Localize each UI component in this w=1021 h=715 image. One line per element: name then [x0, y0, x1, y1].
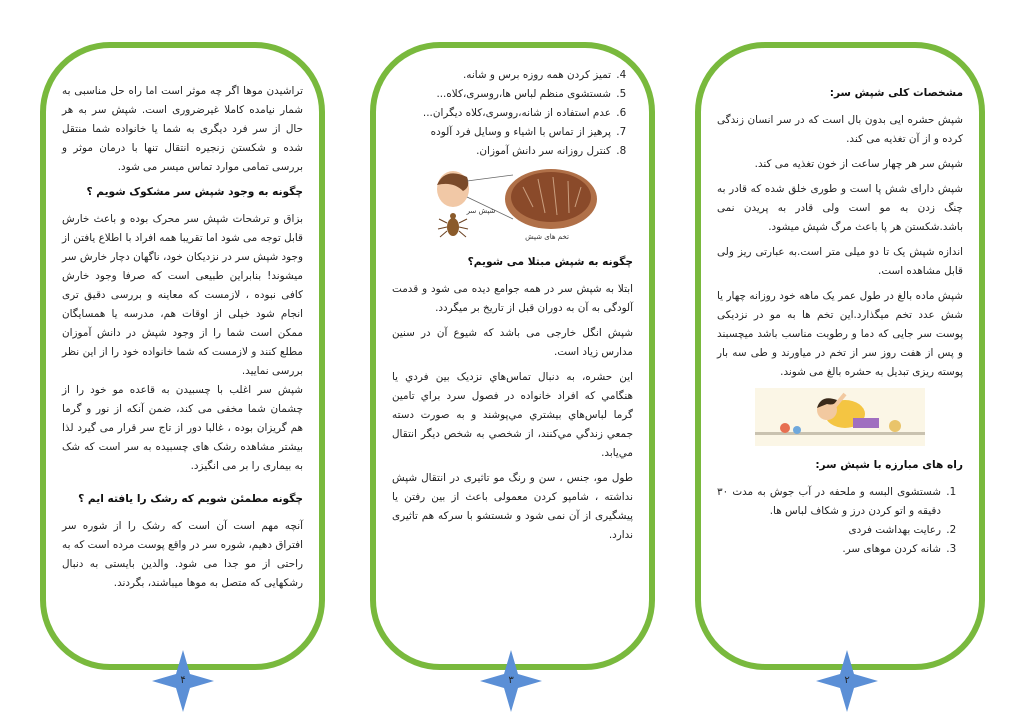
infection-paragraph-4: طول مو، جنس ، سن و رنگ مو تاثیری در انتقال شپش نداشته ، شامپو کردن معمولی باعث از بین رفتن یا پیشگیری از آن نمی شود و شستشو با سرکه هم تاثیری ندارد. [392, 472, 633, 541]
list-item: 8. کنترل روزانه سر دانش آموزان. [392, 142, 613, 161]
infection-paragraph-1: ابتلا به شپش سر در همه جوامع دیده می شود و قدمت آلودگی به آن به دوران قبل از تاریخ بر میگردد. [392, 283, 633, 314]
list-item: 4. تمیز کردن همه روزه برس و شانه. [392, 66, 613, 85]
heading-overview: مشخصات کلی شپش سر: [829, 87, 963, 99]
list-item: 5. شستشوی منظم لباس ها،روسری،کلاه... [392, 85, 613, 104]
list-item: 2. رعایت بهداشت فردی [717, 521, 943, 540]
panel-page-4 [40, 42, 325, 670]
list-item: 1. شستشوی البسه و ملحفه در آب جوش به مدت ۳۰ دقیقه و اتو کردن درز و شکاف لباس ها. [717, 483, 943, 521]
panel-page-3 [370, 42, 655, 670]
list-item: 3. شانه کردن موهای سر. [717, 540, 943, 559]
child-scratching-illustration [755, 388, 925, 446]
infection-paragraph-2: شپش انگل خارجی می باشد که شیوع آن در سنین مدارس زیاد است. [392, 327, 633, 358]
page-number: ۳ [508, 675, 514, 686]
heading-fight: راه های مبارزه با شپش سر: [815, 459, 963, 471]
intro-paragraph: تراشیدن موها اگر چه موثر است اما راه حل مناسبی به شمار نیامده کاملا غیرضروری است. شپش سر به هر حال از سر فرد دیگری به شما یا خانواده شما منتقل شده و شکستن زنجیره انتقال تنها با درمان موثر و بررسی تمامی موارد تماس میسر می شود. [62, 85, 303, 173]
panel-page-2 [695, 42, 985, 670]
list-item: 6. عدم استفاده از شانه،روسری،کلاه دیگران... [392, 104, 613, 123]
heading-sure: چگونه مطمئن شویم که رشک را یافته ایم ؟ [78, 493, 303, 505]
prevention-list-continued [392, 66, 633, 161]
heading-suspect: چگونه به وجود شپش سر مشکوک شویم ؟ [86, 186, 303, 198]
page-number: ۲ [844, 675, 850, 686]
page-number-star [816, 650, 878, 712]
eggs-label: تخم های شپش [524, 233, 569, 241]
sure-paragraph: آنچه مهم است آن است که رشک را از شوره سر افتراق دهیم، شوره سر در واقع پوست مرده است که به راحتی از مو جدا می شود. والدین بایستی به دنبال رشکهایی که متصل به موها میباشند، بگردند. [62, 520, 303, 589]
overview-paragraph-4: اندازه شپش یک تا دو میلی متر است.به عبارتی ریز ولی قابل مشاهده است. [717, 246, 963, 277]
overview-paragraph-5: شپش ماده بالغ در طول عمر یک ماهه خود روزانه چهار یا شش عدد تخم میگذارد.این تخم ها به مو در نزدیکی پوست سر جایی که دما و رطوبت مناسب باشد میچسبند و پس از هفت روز سر از تخم در میاورند و طی سه بار پوسته ریزی تبدیل به حشره بالغ می شوند. [717, 290, 963, 378]
suspect-paragraph-1: بزاق و ترشحات شپش سر محرک بوده و باعث خارش قابل توجه می شود اما تقریبا همه افراد با اطلاع یافتن از وجود شپش سر در نزدیکان خود، ناگهان دچار خارش سر میشوند! بنابراین طبیعی است که صرفا وجود خارش کافی نبوده ، لازمست که معاینه و بررسی دقیق تری انجام شود خیلی از اوقات هم، مدرسه یا همسایگان ممکن است شما را از وجود شپش در دانش آموزان مطلع کنند و لازمست که شما خانواده خود را از این نظر بررسی نمایید. [62, 213, 303, 377]
list-item: 7. پرهیز از تماس با اشیاء و وسایل فرد آلوده [392, 123, 613, 142]
suspect-paragraph-2: شپش سر اغلب با چسبیدن به قاعده مو خود را از چشمان شما مخفی می کند، ضمن آنکه از نور و گرما هم گریزان بوده ، غالبا دور از تاج سر قرار می گیرد لذا بیشتر مشاهده رشک های چسبیده به سر است که شک به بیماری را بر می انگیزد. [62, 384, 303, 472]
fight-list [717, 483, 963, 559]
page-number-star [152, 650, 214, 712]
head-lice-illustration [423, 167, 603, 243]
overview-paragraph-2: شپش سر هر چهار ساعت از خون تغذیه می کند. [754, 158, 963, 170]
infection-paragraph-3: این حشره، به دنبال تماس‌هاي نزديک بين فردي يا هنگامي که افراد خانواده در فصول سرد براي تامين گرما لباس‌هاي بيشتري مي‌پوشند و به صورت دسته جمعي زندگي مي‌کنند، از شخصي به شخص ديگر انتقال مي‌يابد. [392, 371, 633, 459]
overview-paragraph-3: شپش دارای شش پا است و طوری خلق شده که قادر به چنگ زدن به مو است ولی قادر به پریدن نمی باشد.شکستن هر پا باعث مرگ شپش میشود. [717, 183, 963, 233]
louse-label: شپش سر [466, 207, 495, 215]
overview-paragraph-1: شپش حشره ایی بدون بال است که در سر انسان زندگی کرده و از آن تغذیه می کند. [717, 114, 963, 145]
page-number-star [480, 650, 542, 712]
heading-infection: چگونه به شپش مبتلا می شویم؟ [467, 256, 633, 268]
page-number: ۴ [180, 675, 186, 686]
